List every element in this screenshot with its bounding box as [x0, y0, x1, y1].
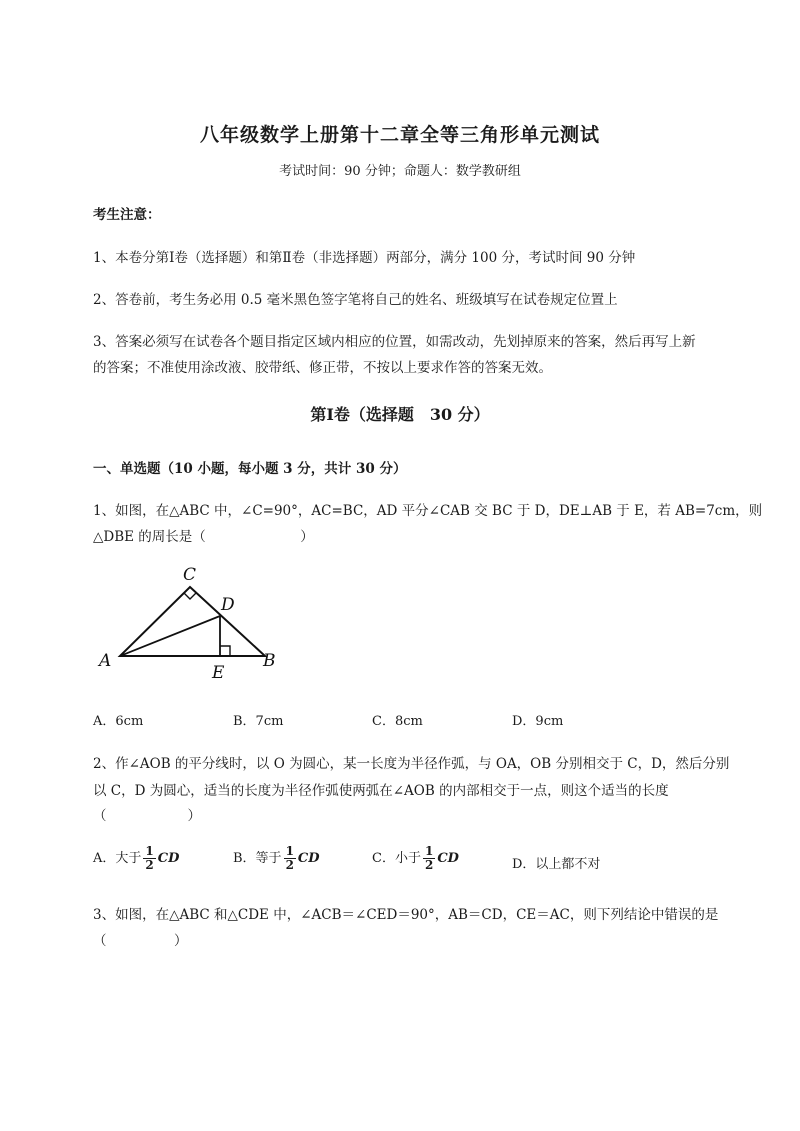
notice-item-3-cont: 的答案；不准使用涂改液、胶带纸、修正带，不按以上要求作答的答案无效。: [93, 360, 552, 376]
q2-option-b: B．等于 $\frac{1}{2}$ CD: [233, 844, 320, 872]
question-3-line-1: 3、如图，在△ABC 和△CDE 中，∠ACB＝∠CED＝90°，AB＝CD，CE＝AC，则下列结论中错误的是: [93, 907, 719, 923]
label-e: E: [212, 663, 225, 683]
question-2-line-2: 以 C，D 为圆心，适当的长度为半径作弧使两弧在∠AOB 的内部相交于一点，则这个适当的长度: [93, 783, 669, 799]
page-title: 八年级数学上册第十二章全等三角形单元测试: [199, 124, 600, 146]
segment-ad: [120, 616, 220, 656]
question-1-line-1: 1、如图，在△ABC 中，∠C=90°，AC=BC，AD 平分∠CAB 交 BC 于 D，DE⊥AB 于 E，若 AB=7cm，则: [93, 503, 763, 519]
q1-option-d: D．9cm: [512, 714, 564, 729]
question-1-line-2: △DBE 的周长是（ ）: [93, 529, 314, 545]
notice-heading: 考生注意：: [93, 207, 161, 223]
notice-item-1: 1、本卷分第Ⅰ卷（选择题）和第Ⅱ卷（非选择题）两部分，满分 100 分，考试时间 90 分钟: [93, 250, 636, 266]
question-2-line-3: （ ）: [93, 808, 201, 824]
right-angle-mark-c: [184, 593, 196, 599]
section-title: 第Ⅰ卷（选择题 30 分）: [310, 405, 490, 424]
question-1-figure: [95, 560, 295, 685]
question-2-line-1: 2、作∠AOB 的平分线时，以 O 为圆心，某一长度为半径作弧，与 OA，OB 分别相交于 C，D，然后分别: [93, 756, 730, 772]
exam-info: 考试时间：90 分钟；命题人：数学教研组: [279, 164, 521, 179]
label-c: C: [183, 565, 197, 585]
notice-item-2: 2、答卷前，考生务必用 0.5 毫米黑色签字笔将自己的姓名、班级填写在试卷规定位置上: [93, 292, 618, 308]
q1-option-a: A．6cm: [93, 714, 144, 729]
part-heading: 一、单选题（10 小题，每小题 3 分，共计 30 分）: [93, 461, 407, 477]
q2-option-c: C．小于 $\frac{1}{2}$ CD: [372, 844, 459, 872]
label-d: D: [221, 595, 235, 615]
q1-option-b: B．7cm: [233, 714, 284, 729]
notice-item-3: 3、答案必须写在试卷各个题目指定区域内相应的位置，如需改动，先划掉原来的答案，然后再写上新: [93, 334, 696, 350]
label-b: B: [263, 651, 276, 671]
q1-option-c: C．8cm: [372, 714, 423, 729]
q2-option-d: D．以上都不对: [512, 857, 601, 872]
right-angle-mark-e: [220, 646, 230, 656]
label-a: A: [99, 651, 112, 671]
question-3-line-2: （ ）: [93, 933, 188, 949]
q2-option-a: A．大于 $\frac{1}{2}$ CD: [93, 844, 180, 872]
